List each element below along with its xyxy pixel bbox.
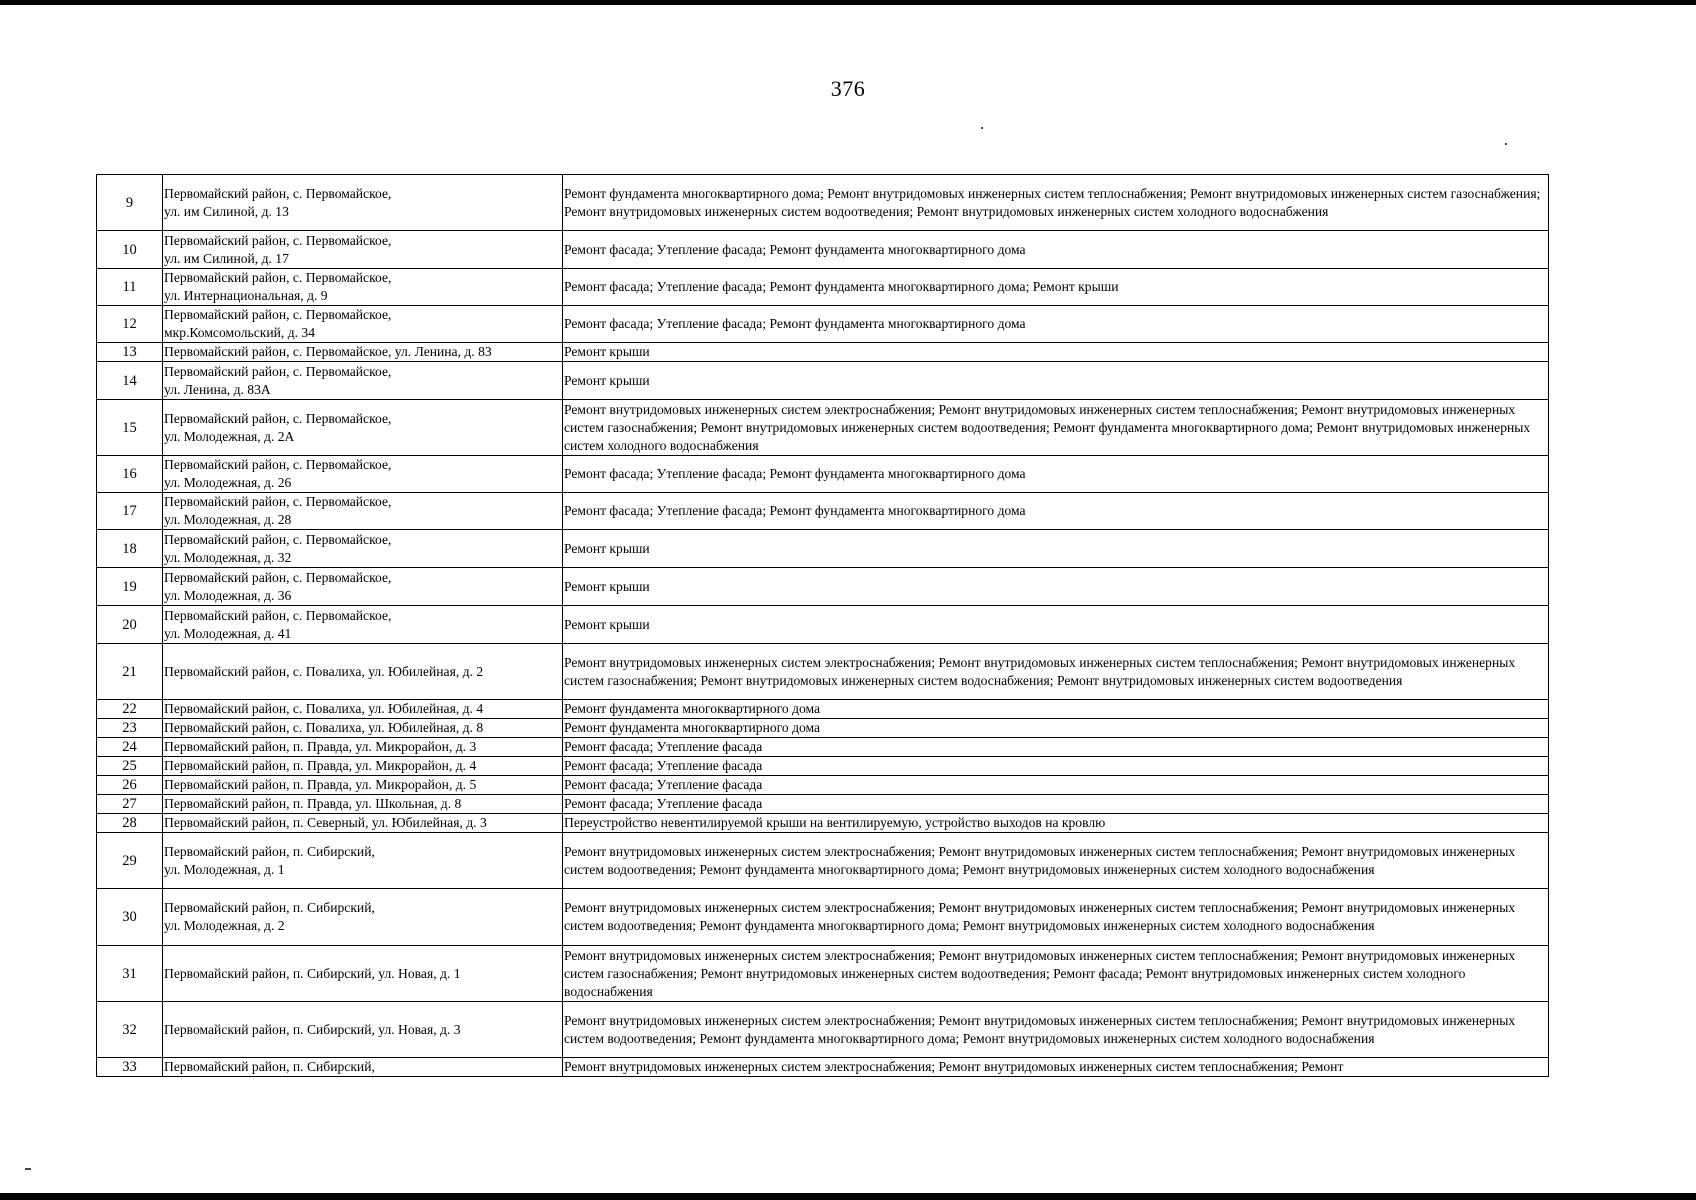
address-cell [163,814,563,833]
row-number: 21 [97,644,163,700]
row-number: 12 [97,306,163,343]
row-number: 27 [97,795,163,814]
address-line: Первомайский район, с. Повалиха, ул. Юбилейная, д. 8 [164,720,484,735]
row-number: 25 [97,757,163,776]
table-row [97,833,1549,889]
address-cell [163,776,563,795]
table-row [97,795,1549,814]
address-line: мкр.Комсомольский, д. 34 [164,325,315,340]
address-cell [163,946,563,1002]
address-line: Первомайский район, п. Правда, ул. Микрорайон, д. 4 [164,758,477,773]
scan-border-top [0,0,1696,5]
address-cell [163,719,563,738]
table-row [97,530,1549,568]
address-line: Первомайский район, с. Первомайское, [164,531,392,547]
table-row [97,776,1549,795]
address-line: ул. Молодежная, д. 2 [164,918,285,933]
address-cell [163,757,563,776]
address-line: Первомайский район, п. Правда, ул. Микрорайон, д. 5 [164,777,477,792]
address-cell [163,795,563,814]
table-row [97,493,1549,530]
address-line: Первомайский район, п. Правда, ул. Школьная, д. 8 [164,796,462,811]
address-line: Первомайский район, с. Первомайское, [164,307,392,322]
address-cell [163,644,563,700]
address-line: Первомайский район, п. Сибирский, [164,900,375,915]
address-line: ул. Молодежная, д. 2А [164,428,295,444]
address-line: Первомайский район, п. Сибирский, ул. Новая, д. 1 [164,965,461,981]
works-cell: Ремонт внутридомовых инженерных систем электроснабжения; Ремонт внутридомовых инженерных систем теплоснабжения; Ремонт внутридомовых инженерных систем газоснабжения; Ремонт внутридомовых инженерных систем водоотведения; Ремонт фундамента многоквартирного дома; Ремонт внутридомовых инженерных систем холодного водоснабжения [563,400,1549,456]
address-line: Первомайский район, с. Первомайское, [164,185,392,201]
table-row [97,568,1549,606]
works-cell: Переустройство невентилируемой крыши на вентилируемую, устройство выходов на кровлю [563,814,1549,833]
table-row [97,269,1549,306]
row-number: 9 [97,175,163,231]
works-cell: Ремонт крыши [563,568,1549,606]
address-cell [163,231,563,269]
address-line: ул. Молодежная, д. 26 [164,475,292,490]
address-cell [163,493,563,530]
address-line: Первомайский район, с. Первомайское, [164,363,392,379]
works-cell: Ремонт внутридомовых инженерных систем электроснабжения; Ремонт внутридомовых инженерных систем теплоснабжения; Ремонт внутридомовых инженерных систем водоотведения; Ремонт фундамента многоквартирного дома; Ремонт внутридомовых инженерных систем холодного водоснабжения [563,833,1549,889]
table-body [97,175,1549,1077]
address-line: Первомайский район, с. Первомайское, [164,270,392,285]
row-number: 29 [97,833,163,889]
address-line: Первомайский район, п. Сибирский, ул. Новая, д. 3 [164,1021,461,1037]
address-line: Первомайский район, с. Первомайское, [164,457,392,472]
row-number: 28 [97,814,163,833]
address-line: Первомайский район, с. Первомайское, [164,569,392,585]
row-number: 18 [97,530,163,568]
row-number: 20 [97,606,163,644]
address-cell [163,343,563,362]
works-cell: Ремонт внутридомовых инженерных систем электроснабжения; Ремонт внутридомовых инженерных систем теплоснабжения; Ремонт внутридомовых инженерных систем водоотведения; Ремонт фундамента многоквартирного дома; Ремонт внутридомовых инженерных систем холодного водоснабжения [563,889,1549,946]
address-cell [163,606,563,644]
page-number: 376 [830,76,866,101]
address-line: Первомайский район, с. Первомайское, ул. Ленина, д. 83 [164,344,492,359]
table-row [97,719,1549,738]
table-row [97,1002,1549,1058]
address-line: ул. Интернациональная, д. 9 [164,288,328,303]
address-line: ул. им Силиной, д. 13 [164,203,289,219]
works-cell: Ремонт крыши [563,530,1549,568]
address-cell [163,700,563,719]
table-row [97,814,1549,833]
works-cell: Ремонт фасада; Утепление фасада; Ремонт фундамента многоквартирного дома [563,456,1549,493]
address-line: Первомайский район, п. Сибирский, [164,1059,375,1074]
scan-speck [981,127,983,129]
works-cell: Ремонт крыши [563,606,1549,644]
row-number: 31 [97,946,163,1002]
works-cell: Ремонт внутридомовых инженерных систем электроснабжения; Ремонт внутридомовых инженерных систем теплоснабжения; Ремонт [563,1058,1549,1077]
row-number: 22 [97,700,163,719]
address-cell [163,833,563,889]
row-number: 19 [97,568,163,606]
row-number: 23 [97,719,163,738]
works-cell: Ремонт фасада; Утепление фасада; Ремонт фундамента многоквартирного дома; Ремонт крыши [563,269,1549,306]
address-line: ул. Молодежная, д. 28 [164,512,292,527]
table-row [97,306,1549,343]
table-row [97,456,1549,493]
table-row [97,757,1549,776]
address-line: ул. им Силиной, д. 17 [164,250,289,266]
address-line: Первомайский район, с. Первомайское, [164,494,392,509]
address-cell [163,738,563,757]
table-row [97,1058,1549,1077]
address-cell [163,1002,563,1058]
address-line: Первомайский район, п. Северный, ул. Юбилейная, д. 3 [164,815,487,830]
works-cell: Ремонт фундамента многоквартирного дома [563,719,1549,738]
address-line: Первомайский район, с. Повалиха, ул. Юбилейная, д. 4 [164,701,484,716]
address-cell [163,175,563,231]
address-cell [163,568,563,606]
address-cell [163,456,563,493]
works-cell: Ремонт внутридомовых инженерных систем электроснабжения; Ремонт внутридомовых инженерных систем теплоснабжения; Ремонт внутридомовых инженерных систем газоснабжения; Ремонт внутридомовых инженерных систем водоснабжения; Ремонт внутридомовых инженерных систем водоотведения [563,644,1549,700]
works-cell: Ремонт фасада; Утепление фасада [563,738,1549,757]
table-row [97,606,1549,644]
scan-speck [1505,143,1507,145]
row-number: 24 [97,738,163,757]
works-cell: Ремонт фундамента многоквартирного дома; Ремонт внутридомовых инженерных систем теплоснабжения; Ремонт внутридомовых инженерных систем газоснабжения; Ремонт внутридомовых инженерных систем водоотведения; Ремонт внутридомовых инженерных систем холодного водоснабжения [563,175,1549,231]
row-number: 11 [97,269,163,306]
address-cell [163,1058,563,1077]
scan-border-bottom [0,1193,1696,1200]
address-line: Первомайский район, с. Повалиха, ул. Юбилейная, д. 2 [164,663,484,679]
address-cell [163,362,563,400]
works-cell: Ремонт фасада; Утепление фасада; Ремонт фундамента многоквартирного дома [563,306,1549,343]
works-cell: Ремонт фундамента многоквартирного дома [563,700,1549,719]
table-row [97,889,1549,946]
address-line: ул. Молодежная, д. 41 [164,625,292,641]
address-cell [163,400,563,456]
works-cell: Ремонт фасада; Утепление фасада [563,776,1549,795]
address-cell [163,889,563,946]
table-row [97,700,1549,719]
repair-schedule-table [96,174,1549,1077]
address-line: Первомайский район, с. Первомайское, [164,607,392,623]
address-cell [163,269,563,306]
table-row [97,738,1549,757]
address-cell [163,306,563,343]
address-line: Первомайский район, п. Сибирский, [164,843,375,859]
row-number: 30 [97,889,163,946]
table-row [97,231,1549,269]
address-line: ул. Молодежная, д. 1 [164,861,285,877]
address-cell [163,530,563,568]
table-row [97,175,1549,231]
works-cell: Ремонт крыши [563,343,1549,362]
row-number: 33 [97,1058,163,1077]
works-cell: Ремонт фасада; Утепление фасада; Ремонт фундамента многоквартирного дома [563,493,1549,530]
address-line: ул. Молодежная, д. 36 [164,587,292,603]
row-number: 16 [97,456,163,493]
row-number: 17 [97,493,163,530]
works-cell: Ремонт фасада; Утепление фасада; Ремонт фундамента многоквартирного дома [563,231,1549,269]
works-cell: Ремонт внутридомовых инженерных систем электроснабжения; Ремонт внутридомовых инженерных систем теплоснабжения; Ремонт внутридомовых инженерных систем газоснабжения; Ремонт внутридомовых инженерных систем водоотведения; Ремонт фасада; Ремонт внутридомовых инженерных систем холодного водоснабжения [563,946,1549,1002]
table-row [97,362,1549,400]
row-number: 13 [97,343,163,362]
works-cell: Ремонт крыши [563,362,1549,400]
works-cell: Ремонт фасада; Утепление фасада [563,757,1549,776]
address-line: ул. Молодежная, д. 32 [164,549,292,565]
address-line: Первомайский район, п. Правда, ул. Микрорайон, д. 3 [164,739,477,754]
table-row [97,343,1549,362]
table-row [97,946,1549,1002]
works-cell: Ремонт фасада; Утепление фасада [563,795,1549,814]
address-line: Первомайский район, с. Первомайское, [164,232,392,248]
table-row [97,400,1549,456]
row-number: 15 [97,400,163,456]
row-number: 32 [97,1002,163,1058]
row-number: 10 [97,231,163,269]
address-line: ул. Ленина, д. 83А [164,381,271,397]
row-number: 14 [97,362,163,400]
scan-speck [25,1168,31,1170]
table-row [97,644,1549,700]
works-cell: Ремонт внутридомовых инженерных систем электроснабжения; Ремонт внутридомовых инженерных систем теплоснабжения; Ремонт внутридомовых инженерных систем водоотведения; Ремонт фундамента многоквартирного дома; Ремонт внутридомовых инженерных систем холодного водоснабжения [563,1002,1549,1058]
address-line: Первомайский район, с. Первомайское, [164,410,392,426]
row-number: 26 [97,776,163,795]
